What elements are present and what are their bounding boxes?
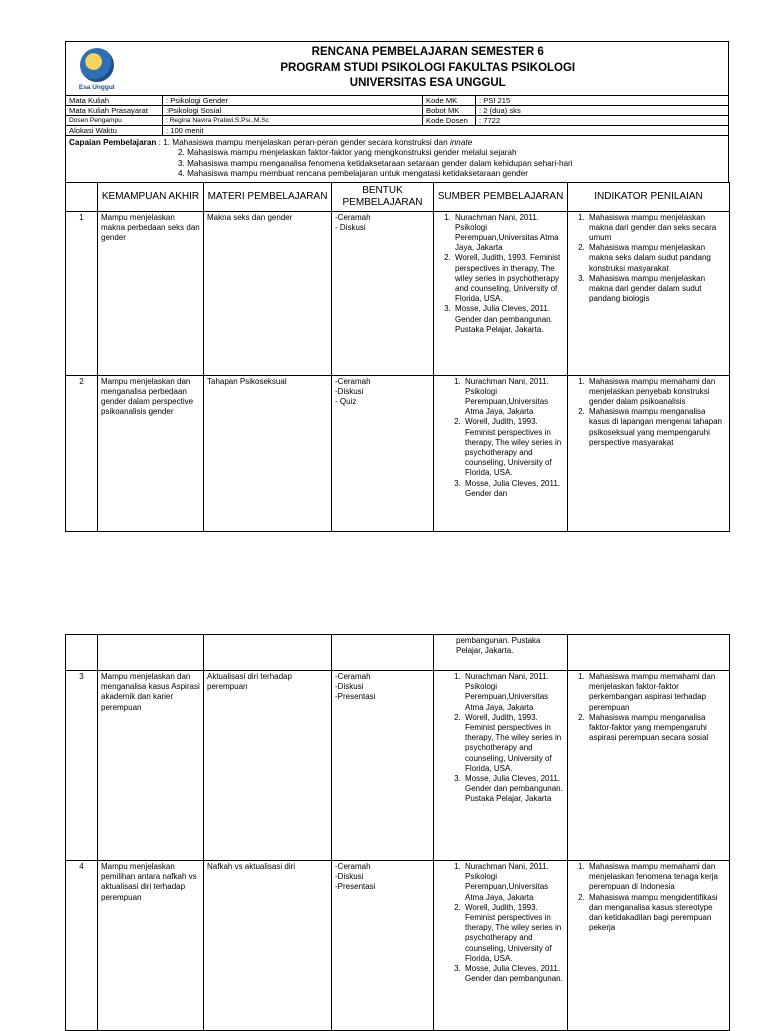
sumber-cell — [434, 671, 568, 861]
list-item: -Ceramah — [335, 212, 371, 222]
row-number: 3 — [66, 671, 98, 861]
list-item: 3. Mahasiswa mampu menjelaskan makna dari gender dalam sudut pandang biologis — [587, 274, 726, 305]
info-value: :Psikologi Sosial — [163, 106, 423, 116]
col-header: KEMAMPUAN AKHIR — [98, 182, 204, 211]
materi-cell: Makna seks dan gender — [204, 211, 332, 375]
row-number: 4 — [66, 861, 98, 1031]
list-item: 3. Mosse, Julia Cleves, 2011. Gender dan pembangunan. Pustaka Pelajar, Jakarta — [463, 774, 564, 805]
list-item: -Presentasi — [335, 692, 376, 702]
info-label: Mata Kuliah Prasayarat — [66, 106, 163, 116]
col-header: INDIKATOR PENILAIAN — [568, 182, 730, 211]
capaian-table — [65, 135, 729, 183]
col-no-header — [66, 182, 98, 211]
list-item: 3. Mosse, Julia Cleves, 2011. Gender dan — [463, 479, 564, 499]
list-item: -Diskusi — [335, 386, 364, 396]
kemampuan-cell: Mampu menjelaskan dan menganalisa perbedaan gender dalam perspective psikoanalisis gender — [98, 375, 204, 531]
list-item: - Quiz — [335, 397, 357, 407]
kemampuan-cell: Mampu menjelaskan pemilihan antara nafkah vs aktualisasi diri terhadap perempuan — [98, 861, 204, 1031]
title-line: UNIVERSITAS ESA UNGGUL — [349, 77, 506, 89]
title-line: RENCANA PEMBELAJARAN SEMESTER 6 — [311, 46, 544, 58]
capaian-item: : 1. Mahasiswa mampu menjelaskan peran-peran gender secara konstruksi dan — [158, 138, 448, 147]
bentuk-cell — [332, 375, 434, 531]
info-label: Kode Dosen — [423, 116, 476, 126]
row-number: 1 — [66, 211, 98, 375]
list-item: 3. Mosse, Julia Cleves, 2011. Gender dan pembangunan. Pustaka Pelajar, Jakarta. — [453, 304, 564, 335]
info-value: : Regina Navira Pratiwi,S.Psi.,M.Sc — [163, 116, 423, 126]
list-item: - Diskusi — [335, 222, 366, 232]
info-label: Kode MK — [423, 96, 476, 106]
bentuk-cell — [332, 861, 434, 1031]
table-row — [66, 375, 730, 531]
col-header: BENTUK PEMBELAJARAN — [332, 182, 434, 211]
capaian-item: 2. Mahasiswa mampu menjelaskan faktor-faktor yang mengkonstruksi gender melalui sejarah — [178, 148, 517, 158]
info-value: : 2 (dua) sks — [476, 106, 729, 116]
list-item: 2. Worell, Judith, 1993. Feminist perspectives in therapy, The wiley series in psychotherapy and counseling, University of Florida, USA. — [453, 253, 564, 304]
table-row — [66, 211, 730, 375]
list-item: 1. Mahasiswa mampu menjelaskan makna dari gender dan seks secara umum — [587, 213, 726, 244]
list-item: -Ceramah — [335, 672, 371, 681]
list-item: -Diskusi — [335, 872, 364, 882]
info-value: : 100 menit — [163, 126, 729, 136]
list-item: 1. Mahasiswa mampu memahami dan menjelaskan penyebab konstruksi gender dalam psikoanalisis — [587, 377, 726, 408]
indikator-cell — [568, 375, 730, 531]
university-logo-icon — [80, 48, 114, 82]
list-item: -Ceramah — [335, 862, 371, 871]
table-row — [66, 861, 730, 1031]
logo-text: Esa Unggul — [78, 83, 115, 91]
plan-table — [65, 182, 730, 532]
list-item: -Ceramah — [335, 376, 371, 386]
capaian-item: 3. Mahasiswa mampu menganalisa fenomena ketidaksetaraan setaraan gender dalam kehidupan sehari-hari — [178, 158, 573, 168]
document-title — [128, 42, 729, 96]
col-header: SUMBER PEMBELAJARAN — [434, 182, 568, 211]
list-item: 2. Mahasiswa mampu menjelaskan makna seks dalam sudut pandang konstruksi masyarakat — [587, 243, 726, 274]
info-value: : 7722 — [476, 116, 729, 126]
materi-cell: Aktualisasi diri terhadap perempuan — [204, 671, 332, 861]
table-row — [66, 671, 730, 861]
info-label: Mata Kuliah — [66, 96, 163, 106]
capaian-cell — [66, 136, 729, 183]
list-item: 1. Nurachman Nani, 2011. Psikologi Perempuan,Universitas Atma Jaya, Jakarta — [463, 672, 564, 713]
course-info-table — [65, 95, 729, 136]
sumber-cell — [434, 211, 568, 375]
sumber-continuation: pembangunan. Pustaka Pelajar, Jakarta. — [434, 635, 568, 671]
info-label: Bobot MK — [423, 106, 476, 116]
logo-cell — [66, 42, 128, 96]
rps-page-1 — [65, 41, 729, 532]
list-item: 2. Mahasiswa mampu mengidentifikasi dan menganalisa kasus stereotype dan ketidakadilan bagi perempuan pekerja — [587, 893, 726, 934]
materi-cell: Tahapan Psikoseksual — [204, 375, 332, 531]
kemampuan-cell: Mampu menjelaskan dan menganalisa kasus Aspirasi akademik dan karier perempuan — [98, 671, 204, 861]
info-label: Alokasi Waktu — [66, 126, 163, 136]
list-item: -Diskusi — [335, 682, 364, 692]
list-item: 2. Mahasiswa mampu menganalisa faktor-faktor yang mempengaruhi aspirasi perempuan secara sosial — [587, 713, 726, 744]
info-value: : PSI 215 — [476, 96, 729, 106]
list-item: 2. Worell, Judith, 1993. Feminist perspectives in therapy, The wiley series in psychotherapy and counseling, University of Florida, USA. — [463, 417, 564, 478]
bentuk-cell — [332, 211, 434, 375]
info-label: Dosen Pengampu — [66, 116, 163, 126]
sumber-cell — [434, 375, 568, 531]
info-value: : Psikologi Gender — [163, 96, 423, 106]
capaian-label: Capaian Pembelajaran — [69, 138, 157, 147]
kemampuan-cell: Mampu menjelaskan makna perbedaan seks dan gender — [98, 211, 204, 375]
list-item: 1. Nurachman Nani, 2011. Psikologi Perempuan,Universitas Atma Jaya, Jakarta — [463, 862, 564, 903]
list-item: 1. Nurachman Nani, 2011. Psikologi Perempuan,Universitas Atma Jaya, Jakarta — [453, 213, 564, 254]
header-table — [65, 41, 729, 96]
list-item: 1. Mahasiswa mampu memahami dan menjelaskan faktor-faktor perkembangan aspirasi terhadap perempuan — [587, 672, 726, 713]
bentuk-cell — [332, 671, 434, 861]
sumber-cell — [434, 861, 568, 1031]
indikator-cell — [568, 211, 730, 375]
plan-table-continued — [65, 634, 730, 1031]
indikator-cell — [568, 671, 730, 861]
list-item: 1. Nurachman Nani, 2011. Psikologi Perempuan,Universitas Atma Jaya, Jakarta — [463, 377, 564, 418]
table-row — [66, 635, 730, 671]
row-number: 2 — [66, 375, 98, 531]
list-item: 2. Mahasiswa mampu menganalisa kasus di lapangan mengenai tahapan psikoseksual yang mempengaruhi perspective masyarakat — [587, 407, 726, 448]
indikator-cell — [568, 861, 730, 1031]
list-item: -Presentasi — [335, 882, 376, 892]
title-line: PROGRAM STUDI PSIKOLOGI FAKULTAS PSIKOLOGI — [280, 61, 576, 74]
capaian-item: 4. Mahasiswa mampu membuat rencana pembelajaran untuk mengatasi ketidaksetaraan gender — [178, 169, 528, 179]
list-item: 3. Mosse, Julia Cleves, 2011. Gender dan pembangunan. — [463, 964, 564, 984]
materi-cell: Nafkah vs aktualisasi diri — [204, 861, 332, 1031]
list-item: 1. Mahasiswa mampu memahami dan menjelaskan fenomena tenaga kerja perempuan di Indonesia — [587, 862, 726, 893]
capaian-item-italic: innate — [449, 138, 473, 147]
list-item: 2. Worell, Judith, 1993. Feminist perspectives in therapy, The wiley series in psychotherapy and counseling, University of Florida, USA. — [463, 713, 564, 774]
col-header: MATERI PEMBELAJARAN — [204, 182, 332, 211]
rps-page-2 — [65, 634, 729, 1031]
list-item: 2. Worell, Judith, 1993. Feminist perspectives in therapy, The wiley series in psychotherapy and counseling, University of Florida, USA. — [463, 903, 564, 964]
